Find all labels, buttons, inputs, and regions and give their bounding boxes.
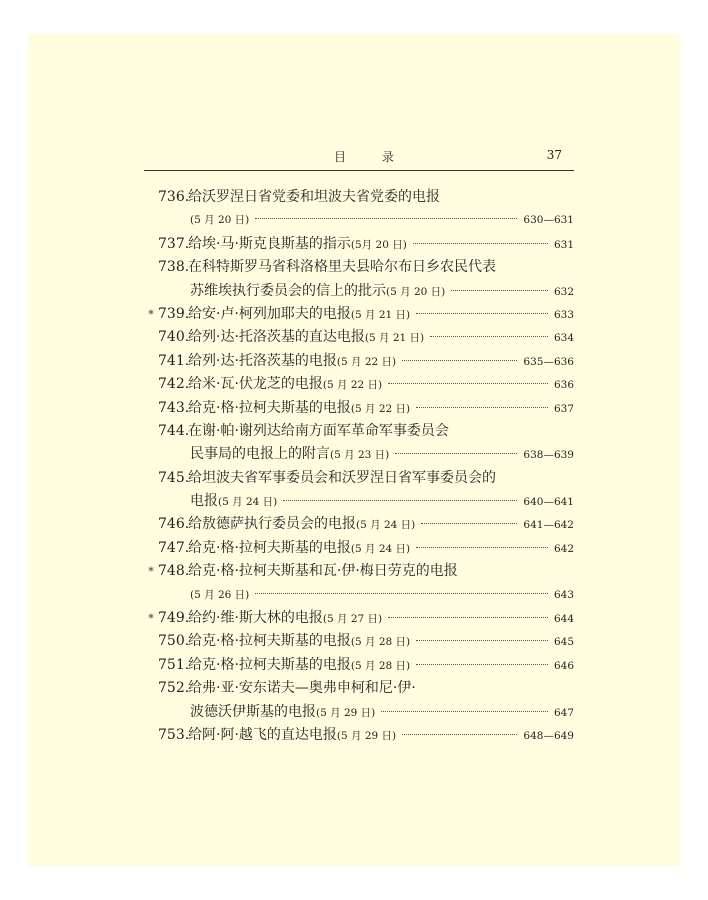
entry-title: 给克·格·拉柯夫斯基的电报(5 月 28 日) [188, 633, 411, 650]
entry-number: 745. [158, 469, 190, 486]
dot-leader [421, 522, 517, 524]
entry-title-cont: 波德沃伊斯基的电报 [190, 703, 316, 720]
entry-date: (5 月 21 日) [364, 332, 425, 345]
entry-continuation [190, 490, 574, 514]
entry-number: 739. [158, 305, 190, 322]
entry-row [188, 630, 574, 654]
entry-date: (5 月 28 日) [350, 636, 411, 649]
toc-line [144, 420, 574, 443]
toc-line [144, 280, 574, 303]
page-range: 636 [553, 379, 574, 392]
page-range: 645 [553, 636, 574, 649]
entry-date: (5 月 27 日) [322, 613, 383, 626]
entry-continuation [190, 443, 574, 467]
entry-date: (5 月 23 日) [330, 449, 390, 462]
toc-line [144, 326, 574, 349]
entry-date: (5 月 24 日) [356, 519, 416, 532]
toc-line [144, 303, 574, 326]
entry-date: (5 月 21 日) [350, 308, 411, 321]
toc-line [144, 560, 574, 583]
entry-number: 738. [158, 259, 190, 276]
page-range: 631 [553, 238, 574, 251]
dot-leader [451, 289, 548, 291]
entry-number: 744. [158, 422, 190, 439]
entry-number: 742. [158, 376, 190, 393]
entry-title-cont: 苏维埃执行委员会的信上的批示 [190, 282, 386, 299]
entry-date: (5月 20 日) [350, 238, 407, 251]
page-range: 641—642 [523, 519, 574, 532]
dot-leader [255, 217, 517, 219]
dot-leader [430, 335, 548, 337]
toc-line [144, 537, 574, 560]
entry-number: 752. [158, 680, 190, 697]
toc-line [144, 490, 574, 513]
entry-row [188, 654, 574, 678]
dot-leader [413, 242, 548, 244]
dot-leader [416, 546, 548, 548]
toc-line [144, 701, 574, 724]
page-range: 630—631 [523, 214, 574, 227]
entry-number: 736. [158, 189, 190, 205]
entry-continuation [190, 280, 574, 304]
entry-title: 给弗·亚·安东诺夫—奥弗申柯和尼·伊· [188, 680, 416, 697]
toc-line [144, 186, 574, 209]
toc-line [144, 443, 574, 466]
entry-row [188, 607, 574, 631]
toc-line [144, 233, 574, 256]
page-range: 647 [553, 706, 574, 719]
page-range: 637 [553, 402, 574, 415]
entry-date: (5 月 22 日) [350, 402, 411, 415]
entry-date: (5 月 26 日) [190, 588, 250, 601]
entry-number: 750. [158, 633, 190, 650]
toc-line [144, 467, 574, 490]
toc-list [144, 186, 574, 747]
entry-number: 743. [158, 399, 190, 416]
entry-title: 给列·达·托洛茨基的电报(5 月 22 日) [188, 352, 397, 369]
entry-title: 给克·格·拉柯夫斯基和瓦·伊·梅日劳克的电报 [188, 563, 458, 580]
entry-continuation [190, 584, 574, 607]
entry-date: (5 月 29 日) [336, 729, 397, 742]
entry-row [188, 537, 574, 561]
entry-title: 给埃·马·斯克良斯基的指示(5月 20 日) [188, 235, 407, 252]
dot-leader [395, 452, 517, 454]
entry-title-cont: 民事局的电报上的附言 [190, 446, 330, 463]
entry-title: 给坦波夫省军事委员会和沃罗涅日省军事委员会的 [188, 469, 496, 486]
toc-line [144, 209, 574, 232]
entry-number: 746. [158, 516, 190, 533]
entry-title: 给阿·阿·越飞的直达电报(5 月 29 日) [188, 726, 397, 743]
page-title [334, 148, 396, 165]
page-range: 635—636 [523, 355, 574, 368]
entry-continuation [190, 209, 574, 232]
toc-line [144, 654, 574, 677]
dot-leader [416, 663, 548, 665]
dot-leader [402, 733, 517, 735]
asterisk-marker: * [148, 307, 154, 321]
toc-line [144, 513, 574, 536]
entry-title: 给敖德萨执行委员会的电报(5 月 24 日) [188, 516, 416, 533]
entry-date: (5 月 20 日) [190, 214, 250, 227]
dot-leader [416, 639, 548, 641]
dot-leader [388, 382, 548, 384]
toc-line [144, 607, 574, 630]
entry-number: 753. [158, 726, 190, 743]
entry-row [188, 724, 574, 748]
page-range: 643 [553, 588, 574, 601]
entry-title: 在科特斯罗马省科洛格里夫县哈尔布日乡农民代表 [188, 259, 496, 276]
toc-line [144, 630, 574, 653]
entry-title: 在谢·帕·谢列达给南方面军革命军事委员会 [188, 422, 449, 439]
entry-row [188, 350, 574, 374]
entry-date: (5 月 24 日) [350, 542, 411, 555]
entry-number: 747. [158, 539, 190, 556]
entry-title: 给安·卢·柯列加耶夫的电报(5 月 21 日) [188, 305, 411, 322]
page-range: 634 [553, 332, 574, 345]
entry-date: (5 月 24 日) [218, 496, 278, 509]
entry-date: (5 月 28 日) [350, 659, 411, 672]
entry-number: 751. [158, 656, 190, 673]
toc-line [144, 724, 574, 747]
page-range: 633 [553, 308, 574, 321]
entry-title: 给约·维·斯大林的电报(5 月 27 日) [188, 610, 383, 627]
entry-number: 737. [158, 235, 190, 252]
dot-leader [388, 616, 548, 618]
entry-title: 给米·瓦·伏龙芝的电报(5 月 22 日) [188, 376, 383, 393]
toc-line [144, 397, 574, 420]
dot-leader [255, 592, 548, 594]
title-char-1: 目 [334, 150, 349, 164]
entry-title: 给克·格·拉柯夫斯基的电报(5 月 24 日) [188, 539, 411, 556]
title-char-2: 录 [381, 150, 396, 164]
page-range: 648—649 [523, 729, 574, 742]
asterisk-marker: * [148, 565, 154, 579]
dot-leader [283, 499, 517, 501]
entry-number: 749. [158, 610, 190, 627]
toc-line [144, 584, 574, 607]
page-range: 644 [553, 613, 574, 626]
entry-row [188, 326, 574, 350]
page-range: 646 [553, 659, 574, 672]
entry-title-cont: 电报 [190, 493, 218, 510]
entry-number: 748. [158, 563, 190, 580]
entry-title: 给列·达·托洛茨基的直达电报(5 月 21 日) [188, 329, 425, 346]
entry-date: (5 月 22 日) [322, 379, 383, 392]
entry-date: (5 月 22 日) [336, 355, 397, 368]
asterisk-marker: * [148, 612, 154, 626]
dot-leader [416, 312, 548, 314]
entry-number: 740. [158, 329, 190, 346]
toc-line [144, 350, 574, 373]
page-range: 632 [553, 285, 574, 298]
entry-title: 给沃罗涅日省党委和坦波夫省党委的电报 [188, 189, 440, 205]
entry-row [188, 373, 574, 397]
entry-date: (5 月 29 日) [316, 706, 376, 719]
page-header [144, 148, 574, 171]
entry-title: 给克·格·拉柯夫斯基的电报(5 月 28 日) [188, 656, 411, 673]
entry-date: (5 月 20 日) [386, 285, 446, 298]
page-range: 642 [553, 542, 574, 555]
entry-row [188, 233, 574, 257]
toc-line [144, 373, 574, 396]
entry-number: 741. [158, 352, 190, 369]
entry-title: 给克·格·拉柯夫斯基的电报(5 月 22 日) [188, 399, 411, 416]
entry-continuation [190, 701, 574, 725]
entry-row [188, 397, 574, 421]
entry-row [188, 513, 574, 537]
dot-leader [416, 406, 548, 408]
entry-row [188, 303, 574, 327]
dot-leader [381, 710, 548, 712]
page-range: 638—639 [523, 449, 574, 462]
page-number: 37 [546, 148, 562, 162]
page-range: 640—641 [523, 496, 574, 509]
toc-line [144, 677, 574, 700]
dot-leader [402, 359, 517, 361]
toc-line [144, 256, 574, 279]
